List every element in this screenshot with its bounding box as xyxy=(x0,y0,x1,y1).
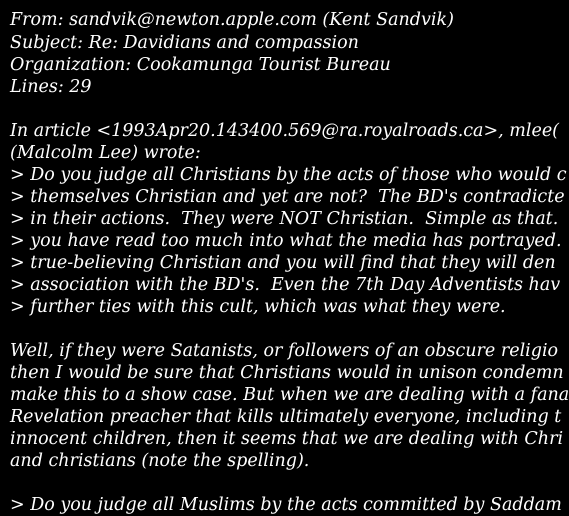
body-line: Well, if they were Satanists, or followers of an obscure religio xyxy=(10,341,559,361)
quoted-line: > true-believing Christian and you will find that they will den xyxy=(10,253,556,273)
header-subject: Subject: Re: Davidians and compassion xyxy=(10,33,359,53)
quoted-line: > you have read too much into what the media has portrayed. xyxy=(10,231,562,251)
quoted-line: > Do you judge all Muslims by the acts committed by Saddam xyxy=(10,495,562,515)
quoted-line: > association with the BD's. Even the 7th Day Adventists hav xyxy=(10,275,561,295)
header-from: From: sandvik@newton.apple.com (Kent Sandvik) xyxy=(10,10,454,30)
attribution-line: (Malcolm Lee) wrote: xyxy=(10,143,201,163)
body-line: innocent children, then it seems that we are dealing with Chri xyxy=(10,429,564,449)
body-line: and christians (note the spelling). xyxy=(10,451,310,471)
header-organization: Organization: Cookamunga Tourist Bureau xyxy=(10,55,391,75)
body-line: then I would be sure that Christians would in unison condemn xyxy=(10,363,564,383)
quoted-line: > Do you judge all Christians by the acts of those who would c xyxy=(10,165,567,185)
body-line: Revelation preacher that kills ultimately everyone, including t xyxy=(10,407,562,427)
header-lines: Lines: 29 xyxy=(10,77,92,97)
body-line: make this to a show case. But when we are dealing with a fana xyxy=(10,385,569,405)
quoted-line: > themselves Christian and yet are not? The BD's contradicte xyxy=(10,187,565,207)
quoted-line: > further ties with this cult, which was what they were. xyxy=(10,297,506,317)
attribution-line: In article <1993Apr20.143400.569@ra.royalroads.ca>, mlee( xyxy=(10,121,560,141)
quoted-line: > in their actions. They were NOT Christian. Simple as that. xyxy=(10,209,559,229)
